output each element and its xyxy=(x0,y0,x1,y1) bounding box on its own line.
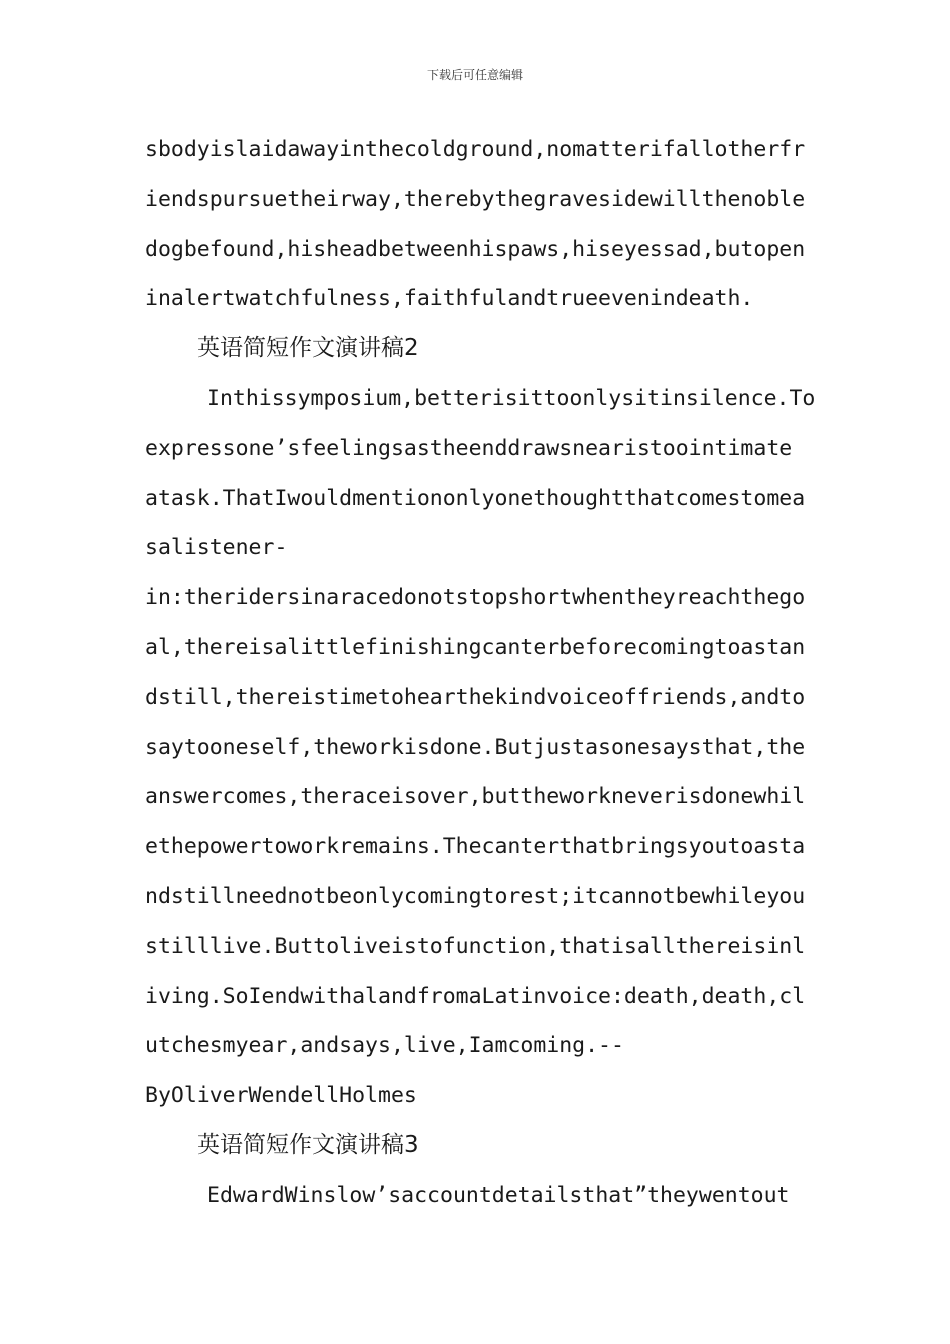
text-line: ndstillneednotbeonlycomingtorest;itcannotbewhileyou xyxy=(145,883,806,909)
text-line: salistener- xyxy=(145,535,288,561)
text-line: Inthissymposium,betterisittoonlysitinsilence.To xyxy=(207,385,816,411)
text-line: in:theridersinaracedonotstopshortwhentheyreachthego xyxy=(145,585,806,611)
text-line: answercomes,theraceisover,buttheworkneverisdonewhil xyxy=(145,784,806,810)
section-heading: 英语简短作文演讲稿3 xyxy=(197,1131,419,1158)
document-body xyxy=(145,125,815,1221)
text-line: iendspursuetheirway,therebythegravesidewillthenoble xyxy=(145,186,806,212)
text-line: dstill,thereistimetohearthekindvoiceoffriends,andto xyxy=(145,684,806,710)
text-line: ethepowertoworkremains.Thecanterthatbringsyoutoasta xyxy=(145,834,806,860)
page-header: 下载后可任意编辑 xyxy=(426,68,523,82)
text-line: inalertwatchfulness,faithfulandtrueevenindeath. xyxy=(145,286,754,312)
text-line: saytooneself,theworkisdone.Butjustasonesaysthat,the xyxy=(145,734,806,760)
text-line: ByOliverWendellHolmes xyxy=(145,1083,417,1109)
section-heading: 英语简短作文演讲稿2 xyxy=(197,335,419,362)
text-line: utchesmyear,andsays,live,Iamcoming.-- xyxy=(145,1033,624,1059)
text-line: sbodyislaidawayinthecoldground,nomatterifallotherfr xyxy=(145,137,806,162)
text-line: dogbefound,hisheadbetweenhispaws,hiseyessad,butopen xyxy=(145,236,806,262)
text-line: iving.SoIendwithalandfromaLatinvoice:death,death,cl xyxy=(145,983,806,1009)
text-line: expressone’sfeelingsastheenddrawsnearistoointimate xyxy=(145,435,793,461)
text-line: EdwardWinslow’saccountdetailsthat”theywentout xyxy=(207,1182,790,1208)
text-line: stilllive.Buttoliveistofunction,thatisallthereisinl xyxy=(145,933,806,959)
text-line: al,thereisalittlefinishingcanterbeforecomingtoastan xyxy=(145,634,806,660)
text-line: atask.ThatIwouldmentiononlyonethoughtthatcomestomea xyxy=(145,485,806,511)
